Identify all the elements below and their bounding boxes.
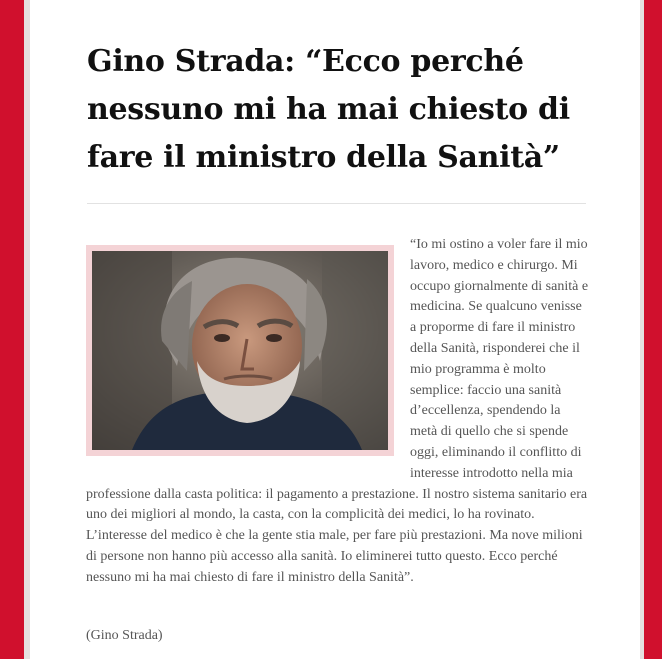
- article-page: [30, 0, 640, 659]
- article-body-text: “Io mi ostino a voler fare il mio lavoro, medico e chirurgo. Mi occupo giornalmente di sanità e medicina. Se qualcuno venisse a proporme di fare il ministro della Sanità, risponderei che il mio programma è molto semplice: faccio una sanità d’eccellenza, spendendo la metà di quello che si spende oggi, eliminando il conflitto di interesse introdotto nella mia professione dalla casta politica: il pagamento a prestazione. Il nostro sistema sanitario era uno dei migliori al mondo, la casta, con la complicità dei medici, lo ha rovinato. L’interesse del medico è che la gente stia male, per fare più prestazioni. Ma nove milioni di persone non hanno più accesso alla sanità. Io eliminerei tutto questo. Ecco perché nessuno mi ha mai chiesto di fare il ministro della Sanità”.: [86, 237, 589, 585]
- article-signature: (Gino Strada): [86, 628, 163, 643]
- article-title: Gino Strada: “Ecco perché nessuno mi ha mai chiesto di fare il ministro della Sanità”: [87, 44, 570, 175]
- title-divider: [87, 203, 586, 204]
- article-body: [86, 235, 590, 589]
- photo-text-wrap-spacer: [86, 235, 410, 465]
